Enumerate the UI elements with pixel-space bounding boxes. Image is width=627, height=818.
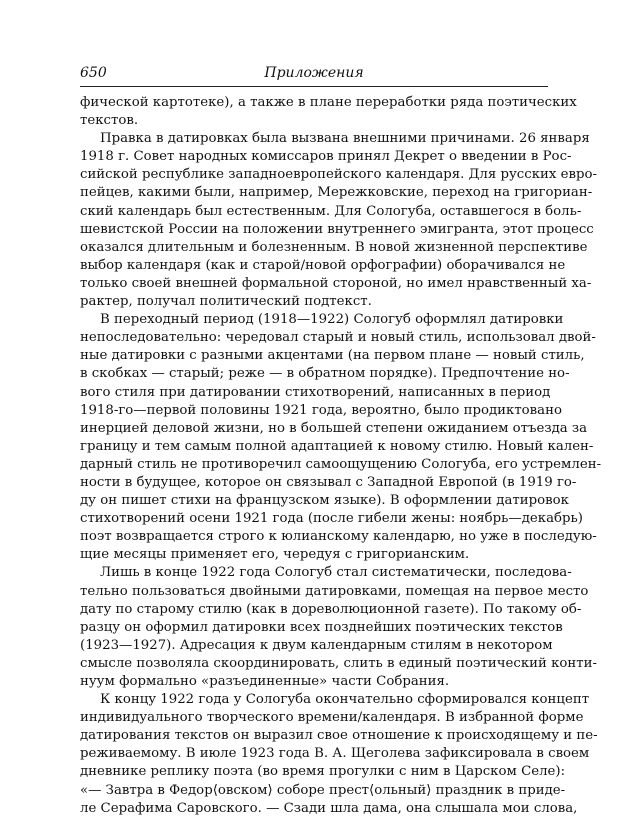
- text-line: стихотворений осени 1921 года (после гибели жены: ноябрь—декабрь): [80, 511, 583, 527]
- running-head: Приложения: [264, 65, 364, 81]
- text-line: индивидуального творческого времени/календаря. В избранной форме: [80, 710, 584, 726]
- text-line: поэт возвращается строго к юлианскому календарю, но уже в последую-: [80, 529, 597, 545]
- text-line: непоследовательно: чередовал старый и новый стиль, использовал двой-: [80, 330, 596, 346]
- page-number: 650: [80, 65, 107, 81]
- text-line: сийской республике западноевропейского календаря. Для русских евро-: [80, 167, 597, 183]
- text-line: (1923—1927). Адресация к двум календарным стилям в некотором: [80, 637, 553, 653]
- text-line: дневнике реплику поэта (во время прогулки с ним в Царском Селе):: [80, 764, 566, 780]
- text-line: фической картотеке), а также в плане переработки ряда поэтических: [80, 95, 577, 110]
- text-line: границу и тем самым полной адаптацией к новому стилю. Новый кален-: [80, 438, 594, 454]
- text-line: щие месяцы применяет его, чередуя с григорианским.: [80, 547, 470, 563]
- text-line: нуум формально «разъединенные» части Собрания.: [80, 674, 450, 689]
- text-line: В переходный период (1918—1922) Сологуб оформлял датировки: [100, 312, 564, 328]
- text-line: разцу он оформил датировки всех позднейших поэтических текстов: [80, 619, 563, 635]
- text-line: реживаемому. В июле 1923 года В. А. Щеголева зафиксировала в своем: [80, 746, 590, 762]
- text-line: смысле позволяла скоординировать, слить в единый поэтический конти-: [80, 655, 597, 671]
- text-line: рактер, получал политический подтекст.: [80, 294, 372, 310]
- text-line: 1918 г. Совет народных комиссаров принял Декрет о введении в Рос-: [80, 149, 572, 165]
- text-line: ные датировки с разными акцентами (на первом плане — новый стиль,: [80, 348, 585, 364]
- text-line: тельно пользоваться двойными датировками, помещая на первое место: [80, 583, 589, 599]
- text-line: ду он пишет стихи на французском языке). В оформлении датировок: [80, 493, 569, 509]
- text-line: инерцией деловой жизни, но в большей степени ожиданием отъезда за: [80, 420, 588, 436]
- text-line: выбор календаря (как и старой/новой орфографии) оборачивался не: [80, 257, 566, 273]
- text-line: 1918-го—первой половины 1921 года, вероятно, было продиктовано: [80, 402, 562, 418]
- text-line: оказался длительным и болезненным. В новой жизненной перспективе: [80, 239, 588, 255]
- page-header: [80, 64, 548, 87]
- text-line: только своей внешней формальной стороной, но имел нравственный ха-: [80, 275, 592, 291]
- text-line: датирования текстов он выразил свое отношение к происходящему и пе-: [80, 728, 598, 744]
- body-text: [80, 94, 602, 818]
- text-line: вого стиля при датировании стихотворений, написанных в период: [80, 384, 551, 400]
- text-line: ский календарь был естественным. Для Сологуба, оставшегося в боль-: [80, 203, 582, 219]
- text-line: ности в будущее, которое он связывал с Западной Европой (в 1919 го-: [80, 474, 577, 490]
- text-line: пейцев, какими были, например, Мережковские, переход на григориан-: [80, 185, 593, 201]
- text-line: Правка в датировках была вызвана внешними причинами. 26 января: [100, 131, 590, 147]
- text-line: «— Завтра в Федор⟨овском⟩ соборе прест⟨ольный⟩ праздник в приде-: [80, 782, 566, 798]
- text-line: текстов.: [80, 113, 139, 129]
- text-line: Лишь в конце 1922 года Сологуб стал систематически, последова-: [100, 565, 572, 581]
- text-line: К концу 1922 года у Сологуба окончательно сформировался концепт: [100, 692, 590, 708]
- text-line: дату по старому стилю (как в дореволюционной газете). По такому об-: [80, 601, 582, 617]
- text-line: дарный стиль не противоречил самоощущению Сологуба, его устремлен-: [80, 456, 602, 472]
- text-line: шевистской России на положении внутреннего эмигранта, этот процесс: [80, 221, 594, 237]
- text-line: в скобках — старый; реже — в обратном порядке). Предпочтение но-: [80, 366, 570, 382]
- text-line: ле Серафима Саровского. — Сзади шла дама, она слышала мои слова,: [80, 800, 578, 816]
